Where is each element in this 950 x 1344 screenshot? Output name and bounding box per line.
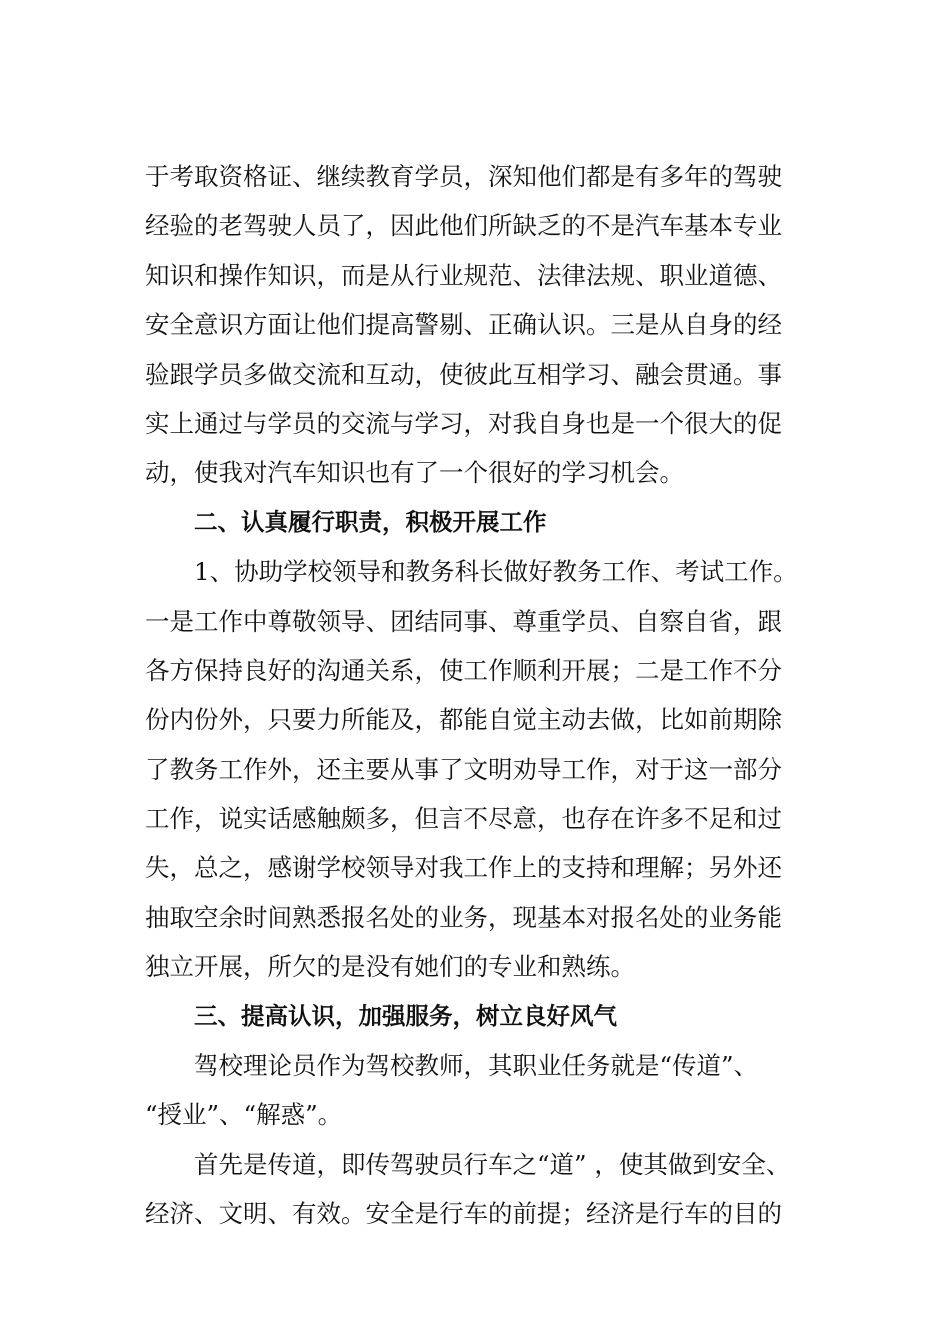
paragraph-line: 各方保持良好的沟通关系，使工作顺利开展；二是工作不分 xyxy=(145,655,782,685)
paragraph-line: 实上通过与学员的交流与学习，对我自身也是一个很大的促 xyxy=(145,408,782,438)
paragraph-line: 失，总之，感谢学校领导对我工作上的支持和理解；另外还 xyxy=(145,853,782,883)
paragraph-line: 独立开展，所欠的是没有她们的专业和熟练。 xyxy=(145,952,635,982)
paragraph-line: 1、协助学校领导和教务科长做好教务工作、考试工作。 xyxy=(194,557,798,587)
paragraph-line: 验跟学员多做交流和互动，使彼此互相学习、融会贯通。事 xyxy=(145,359,782,389)
paragraph-line: 知识和操作知识，而是从行业规范、法律法规、职业道德、 xyxy=(145,260,782,290)
paragraph-line: 工作，说实话感触颇多，但言不尽意，也存在许多不足和过 xyxy=(145,804,782,834)
paragraph-line: 于考取资格证、继续教育学员，深知他们都是有多年的驾驶 xyxy=(145,162,782,191)
paragraph-line: 经验的老驾驶人员了，因此他们所缺乏的不是汽车基本专业 xyxy=(145,211,782,241)
paragraph-line: 经济、文明、有效。安全是行车的前提；经济是行车的目的 xyxy=(145,1199,782,1229)
document-body xyxy=(145,152,845,1239)
paragraph-line: 一是工作中尊敬领导、团结同事、尊重学员、自察自省，跟 xyxy=(145,606,782,636)
paragraph-line: 安全意识方面让他们提高警剔、正确认识。三是从自身的经 xyxy=(145,310,782,340)
paragraph-line: 抽取空余时间熟悉报名处的业务，现基本对报名处的业务能 xyxy=(145,902,782,932)
paragraph-line: 驾校理论员作为驾校教师，其职业任务就是“传道”、 xyxy=(194,1051,759,1081)
paragraph-line: 份内份外，只要力所能及，都能自觉主动去做，比如前期除 xyxy=(145,705,782,735)
paragraph-line: “授业”、“解惑”。 xyxy=(145,1100,343,1130)
section-heading-2: 二、认真履行职责，积极开展工作 xyxy=(194,507,547,536)
paragraph-line: 动，使我对汽车知识也有了一个很好的学习机会。 xyxy=(145,458,684,488)
paragraph-line: 了教务工作外，还主要从事了文明劝导工作，对于这一部分 xyxy=(145,754,782,784)
section-heading-3: 三、提高认识，加强服务，树立良好风气 xyxy=(194,1001,617,1030)
paragraph-line: 首先是传道，即传驾驶员行车之“道” ，使其做到安全、 xyxy=(194,1149,791,1179)
